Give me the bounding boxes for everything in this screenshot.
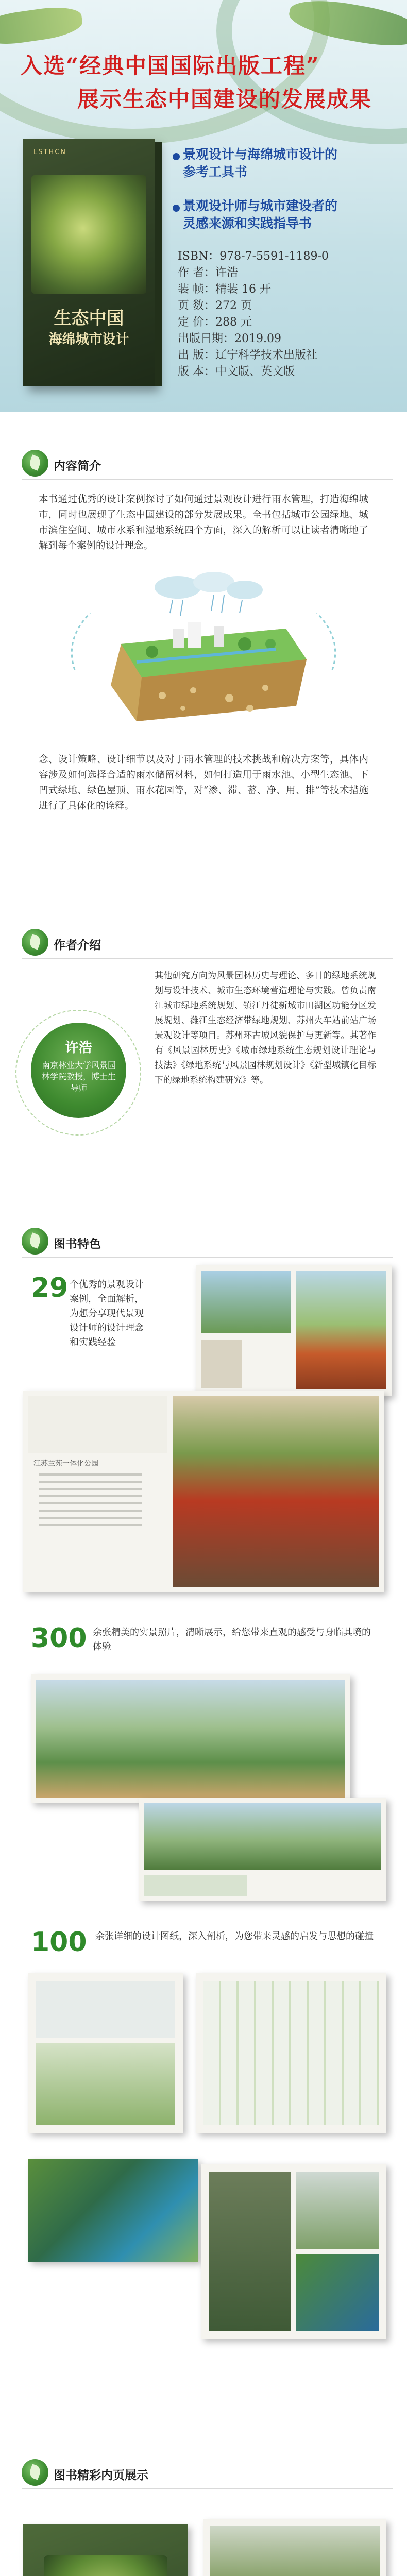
leaf-icon <box>22 929 48 956</box>
feature2-line1: 景观设计师与城市建设者的 <box>183 198 338 213</box>
spread-image-aerial <box>36 1680 345 1798</box>
book-stack-photo <box>23 2524 188 2576</box>
spread-image <box>296 2172 379 2249</box>
feature1-line2: 参考工具书 <box>183 164 248 179</box>
spread-text-area <box>28 1396 167 1453</box>
book-spread-photo <box>204 2519 386 2576</box>
feature-text-100: 余张详细的设计图纸，深入剖析，为您带来灵感的启发与思想的碰撞 <box>95 1931 374 1942</box>
spec-edition: 版 本：中文版、英文版 <box>178 365 295 378</box>
feature-text-300: 余张精美的实景照片，清晰展示，给您带来直观的感受与身临其境的体验 <box>93 1627 371 1652</box>
hero-banner <box>0 0 407 412</box>
divider <box>22 479 393 480</box>
divider <box>22 2488 393 2489</box>
section-header-intro <box>22 448 176 479</box>
section-header-features <box>22 1226 176 1257</box>
divider <box>22 958 393 959</box>
bullet-icon <box>173 205 180 212</box>
book-spread-photo <box>196 1973 386 2133</box>
spread-image <box>36 2043 175 2125</box>
spec-date: 出版日期：2019.09 <box>178 332 281 345</box>
cover-art <box>44 2555 167 2576</box>
spec-isbn: ISBN：978-7-5591-1189-0 <box>178 250 329 263</box>
feature-number-29: 29 <box>31 1273 69 1303</box>
spec-author: 作 者：许浩 <box>178 266 238 279</box>
spec-publisher: 出 版：辽宁科学技术出版社 <box>178 349 317 362</box>
section-drawing <box>36 1981 175 2038</box>
feature-number-300: 300 <box>31 1623 87 1654</box>
author-bio: 其他研究方向为风景园林历史与理论、多目的绿地系统规划与设计技术、城市生态环境营造理论与实践。曾负责南江城市绿地系统规划、镇江丹徒新城市田湖区功能分区发展规划、潍江生态经济带绿地规划、苏州火车站前站广场景观设计等项目。苏州环古城风貌保护与更新等。其著作有《风景园林历史》《城市绿地系统生态规划设计理论与技法》《绿地系统与风景园林规划设计》《新型城镇化目标下的绿地系统构建研究》等。 <box>155 971 376 1086</box>
feature-number-100: 100 <box>31 1927 87 1958</box>
page-caption: 江苏兰苑一体化公园 <box>33 1460 98 1468</box>
spec-binding: 装 帧：精装 16 开 <box>178 283 271 296</box>
book-spread-photo <box>31 1674 350 1803</box>
book-brand: LSTHCN <box>33 148 67 156</box>
feature1-line1: 景观设计与海绵城市设计的 <box>183 147 338 162</box>
section-title-author: 作者介绍 <box>54 938 101 952</box>
spread-image <box>144 1803 381 1870</box>
spread-image-red-bridge <box>173 1396 379 1587</box>
book-cover-title1: 生态中国 <box>54 308 124 329</box>
section-title-features: 图书特色 <box>54 1237 101 1251</box>
author-role: 南京林业大学风景园林学院教授，博士生导师 <box>41 1060 116 1093</box>
intro-paragraph1: 本书通过优秀的设计案例探讨了如何通过景观设计进行雨水管理，打造海绵城市，同时也展现了生态中国建设的部分发展成果。全书包括城市公园绿地、城市滨住空间、城市水系和湿地系统四个方面，深入的解析可以让读者清晰地了解到每个案例的设计理念。 <box>39 494 368 551</box>
section-header-author <box>22 927 176 958</box>
spread-text-block <box>33 1473 147 1577</box>
feature1 <box>183 146 337 181</box>
feature2 <box>183 197 337 232</box>
spread-image <box>144 1875 247 1896</box>
spread-image <box>296 1271 386 1389</box>
bullet-icon <box>173 153 180 160</box>
section-title-gallery: 图书精彩内页展示 <box>54 2468 148 2482</box>
section-header-gallery <box>22 2458 176 2488</box>
book-spread-photo <box>139 1798 386 1901</box>
book-spread-photo <box>196 1265 392 1396</box>
spread-image <box>209 2172 291 2331</box>
spread-image <box>201 1340 242 1388</box>
feature-text-29: 个优秀的景观设计案例，全面解析，为想分享现代景观设计师的设计理念和实践经验 <box>70 1279 144 1348</box>
section-title-intro: 内容简介 <box>54 459 101 473</box>
book-spread-photo <box>201 2164 386 2339</box>
book-cover-art <box>31 175 146 294</box>
spread-image <box>201 1271 291 1333</box>
leaf-icon <box>22 2459 48 2486</box>
spec-pages: 页 数：272 页 <box>178 299 252 312</box>
book-cover-title2: 海绵城市设计 <box>48 332 129 347</box>
book-cover-image <box>23 139 155 386</box>
feature2-line2: 灵感来源和实践指导书 <box>183 216 312 231</box>
hero-title-line2: 展示生态中国建设的发展成果 <box>77 87 372 112</box>
leaf-icon <box>22 1228 48 1255</box>
book-spread-photo <box>23 1391 384 1592</box>
leaf-icon <box>22 450 48 477</box>
section-drawing <box>204 1981 379 2125</box>
intro-paragraph2: 念、设计策略、设计细节以及对于雨水管理的技术挑战和解决方案等，具体内容涉及如何选择合适的雨水储留材料，如何打造用于雨水池、小型生态池、下凹式绿地、绿色屋顶、雨水花园等，对“渗、滞、蓄、净、用、排”等技术措施进行了具体化的诠释。 <box>39 754 368 811</box>
author-badge <box>31 1023 126 1118</box>
spread-image <box>296 2254 379 2331</box>
spec-price: 定 价：288 元 <box>178 316 252 329</box>
book-spine <box>155 142 162 386</box>
divider <box>22 1257 393 1258</box>
sponge-city-illustration <box>59 567 348 737</box>
hero-title-line1: 入选“经典中国国际出版工程” <box>21 53 320 78</box>
author-name: 许浩 <box>65 1040 92 1056</box>
book-spread-photo <box>28 1973 183 2133</box>
spread-image <box>210 2526 380 2576</box>
plan-image <box>28 2159 198 2262</box>
